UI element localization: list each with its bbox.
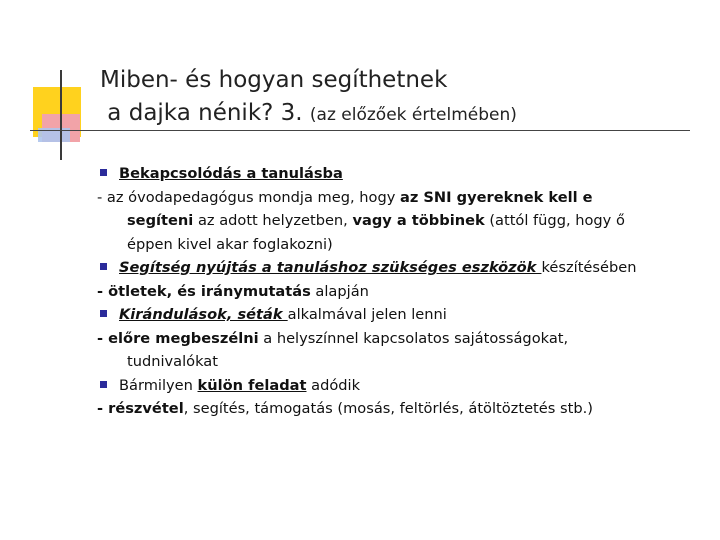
item-heading: Kirándulások, séták — [119, 306, 288, 323]
item-heading: Segítség nyújtás a tanuláshoz szükséges eszközök — [119, 259, 542, 276]
desc-text: az adott helyzetben, — [193, 212, 353, 229]
desc-bold: az SNI gyereknek kell e — [400, 188, 593, 206]
desc-text: (attól függ, hogy ő — [484, 212, 625, 229]
desc-bold: - ötletek, és iránymutatás — [97, 282, 311, 300]
desc-bold: - előre megbeszélni — [97, 329, 259, 347]
item-heading-tail: alkalmával jelen lenni — [287, 306, 447, 323]
desc-bold: vagy a többinek — [352, 212, 485, 229]
bullet-square-icon — [100, 263, 107, 270]
desc-text: , segítés, támogatás (mosás, feltörlés, átöltöztetés stb.) — [183, 400, 593, 417]
item-description: éppen kivel akar foglakozni) — [127, 235, 333, 253]
item-heading: külön feladat — [197, 376, 307, 394]
item-heading-pre: Bármilyen — [119, 376, 198, 394]
item-heading-tail: adódik — [306, 376, 361, 394]
desc-text: a helyszínnel kapcsolatos sajátosságokat, — [258, 329, 569, 347]
item-description — [97, 327, 697, 351]
desc-text: alapján — [310, 282, 369, 300]
item-description: tudnivalókat — [127, 353, 218, 370]
list-item — [97, 256, 697, 280]
item-description — [97, 209, 697, 233]
bullet-square-icon — [100, 381, 107, 388]
list-item — [97, 162, 697, 186]
item-heading-tail: készítésében — [541, 259, 637, 276]
desc-text: - az óvodapedagógus mondja meg, hogy — [97, 188, 400, 206]
title-line-2 — [100, 97, 700, 132]
slide-title — [100, 64, 700, 132]
desc-bold: segíteni — [127, 212, 194, 229]
item-description — [97, 280, 697, 304]
list-item — [97, 374, 697, 398]
title-line-1: Miben- és hogyan segíthetnek — [100, 67, 448, 93]
title-line-2-note: (az előzőek értelmében) — [309, 105, 517, 125]
bullet-square-icon — [100, 169, 107, 176]
item-description — [97, 186, 697, 210]
slide-body — [97, 162, 697, 421]
list-item — [97, 303, 697, 327]
item-description — [97, 397, 697, 421]
item-heading: Bekapcsolódás a tanulásba — [119, 165, 343, 182]
bullet-square-icon — [100, 310, 107, 317]
title-line-2-main: a dajka nénik? 3. — [100, 100, 310, 126]
decor-vertical-line — [60, 70, 62, 160]
desc-bold: - részvétel — [97, 400, 184, 417]
